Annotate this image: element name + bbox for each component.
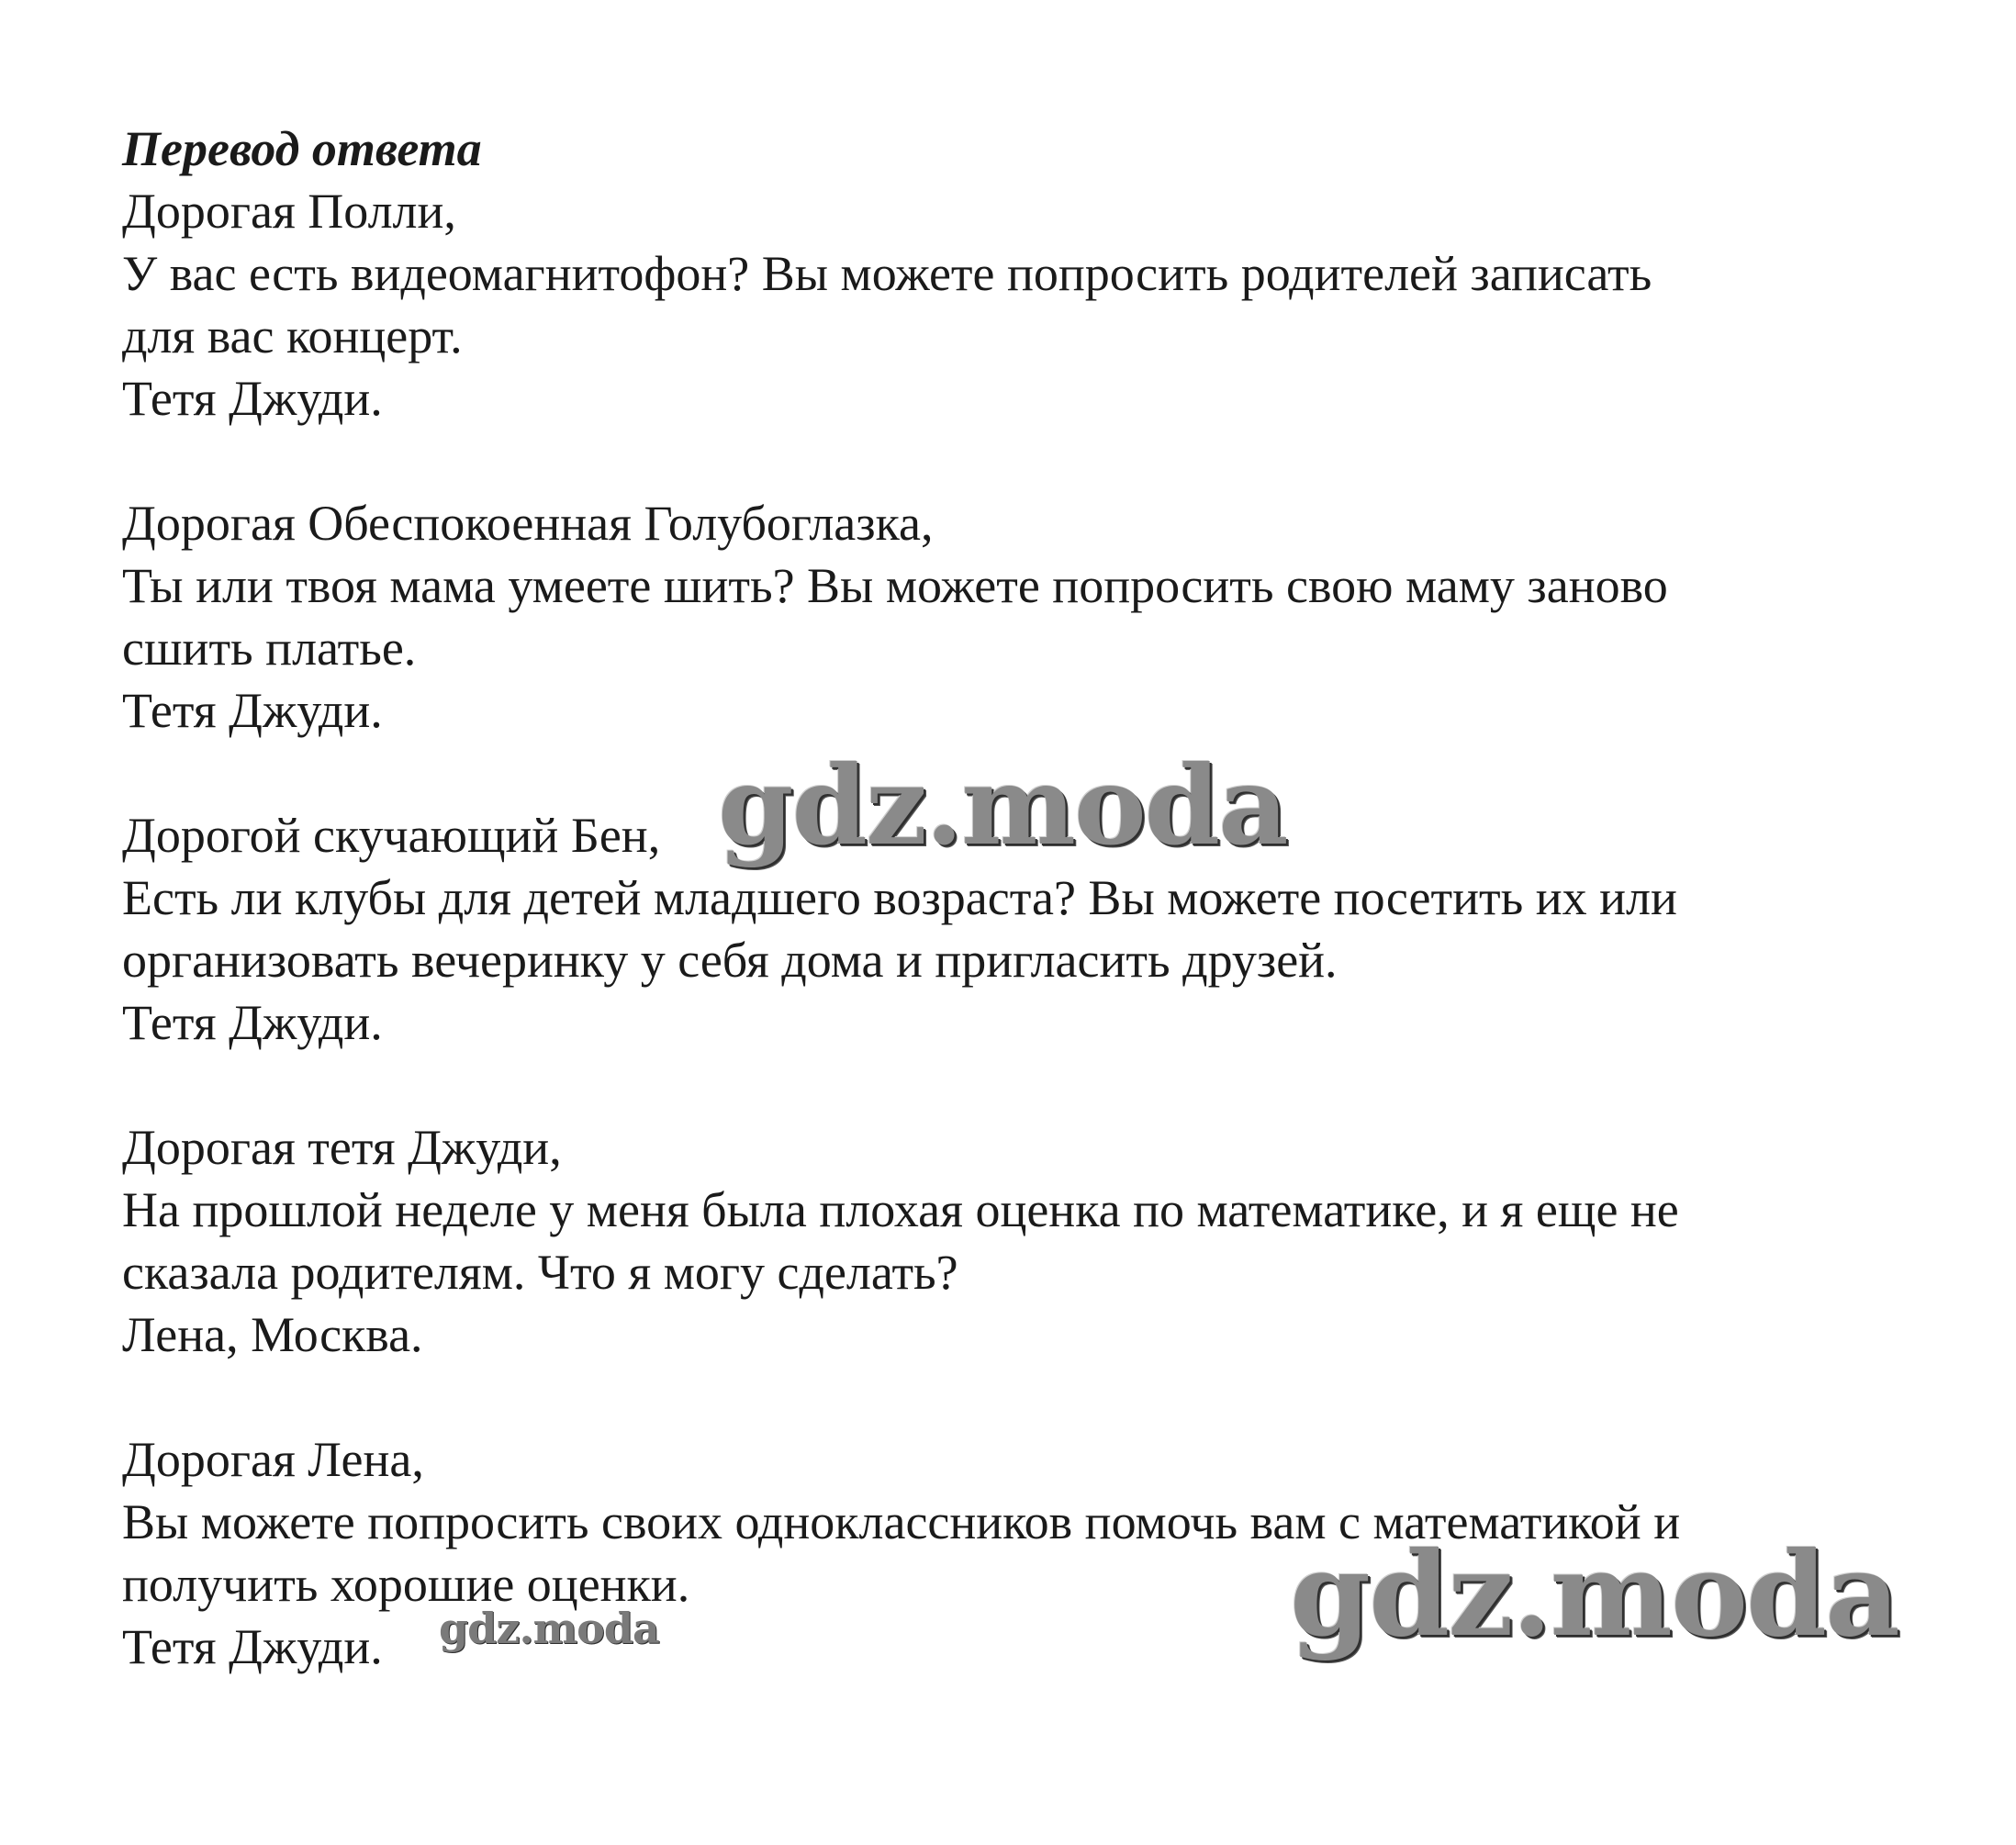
watermark: gdz.moda xyxy=(439,1604,659,1653)
letter-greeting: Дорогая Лена, xyxy=(122,1432,424,1487)
paragraph-spacer xyxy=(122,1054,1940,1116)
letter-greeting: Дорогая тетя Джуди, xyxy=(122,1120,562,1175)
letter xyxy=(122,180,1940,430)
document-heading: Перевод ответа xyxy=(122,121,482,176)
letter-body-line: На прошлой неделе у меня была плохая оценка по математике, и я еще не xyxy=(122,1182,1679,1237)
letter-body-line: для вас концерт. xyxy=(122,308,463,363)
letter-greeting: Дорогая Обеспокоенная Голубоглазка, xyxy=(122,496,934,551)
letter xyxy=(122,1116,1940,1366)
letter-body-line: сказала родителям. Что я могу сделать? xyxy=(122,1245,958,1300)
letter-body-line: У вас есть видеомагнитофон? Вы можете попросить родителей записать xyxy=(122,246,1652,301)
letter-body-line: Вы можете попросить своих одноклассников помочь вам с математикой и xyxy=(122,1494,1681,1549)
watermark: gdz.moda xyxy=(1290,1526,1898,1662)
letter-body-line: получить хорошие оценки. xyxy=(122,1557,690,1612)
letter-greeting: Дорогой скучающий Бен, xyxy=(122,808,661,863)
letter xyxy=(122,492,1940,742)
letter-signature: Лена, Москва. xyxy=(122,1307,423,1362)
letter-signature: Тетя Джуди. xyxy=(122,1619,383,1674)
letter-signature: Тетя Джуди. xyxy=(122,683,383,738)
letter-signature: Тетя Джуди. xyxy=(122,371,383,426)
letter-body-line: сшить платье. xyxy=(122,621,417,676)
letter-body-line: организовать вечеринку у себя дома и пригласить друзей. xyxy=(122,933,1338,988)
letter-greeting: Дорогая Полли, xyxy=(122,184,456,239)
paragraph-spacer xyxy=(122,1366,1940,1428)
paragraph-spacer xyxy=(122,430,1940,492)
letter-signature: Тетя Джуди. xyxy=(122,995,383,1050)
letter-body-line: Ты или твоя мама умеете шить? Вы можете попросить свою маму заново xyxy=(122,558,1668,613)
letter-body-line: Есть ли клубы для детей младшего возраста? Вы можете посетить их или xyxy=(122,870,1677,925)
document-page xyxy=(122,117,1940,1678)
watermark: gdz.moda xyxy=(718,742,1287,869)
